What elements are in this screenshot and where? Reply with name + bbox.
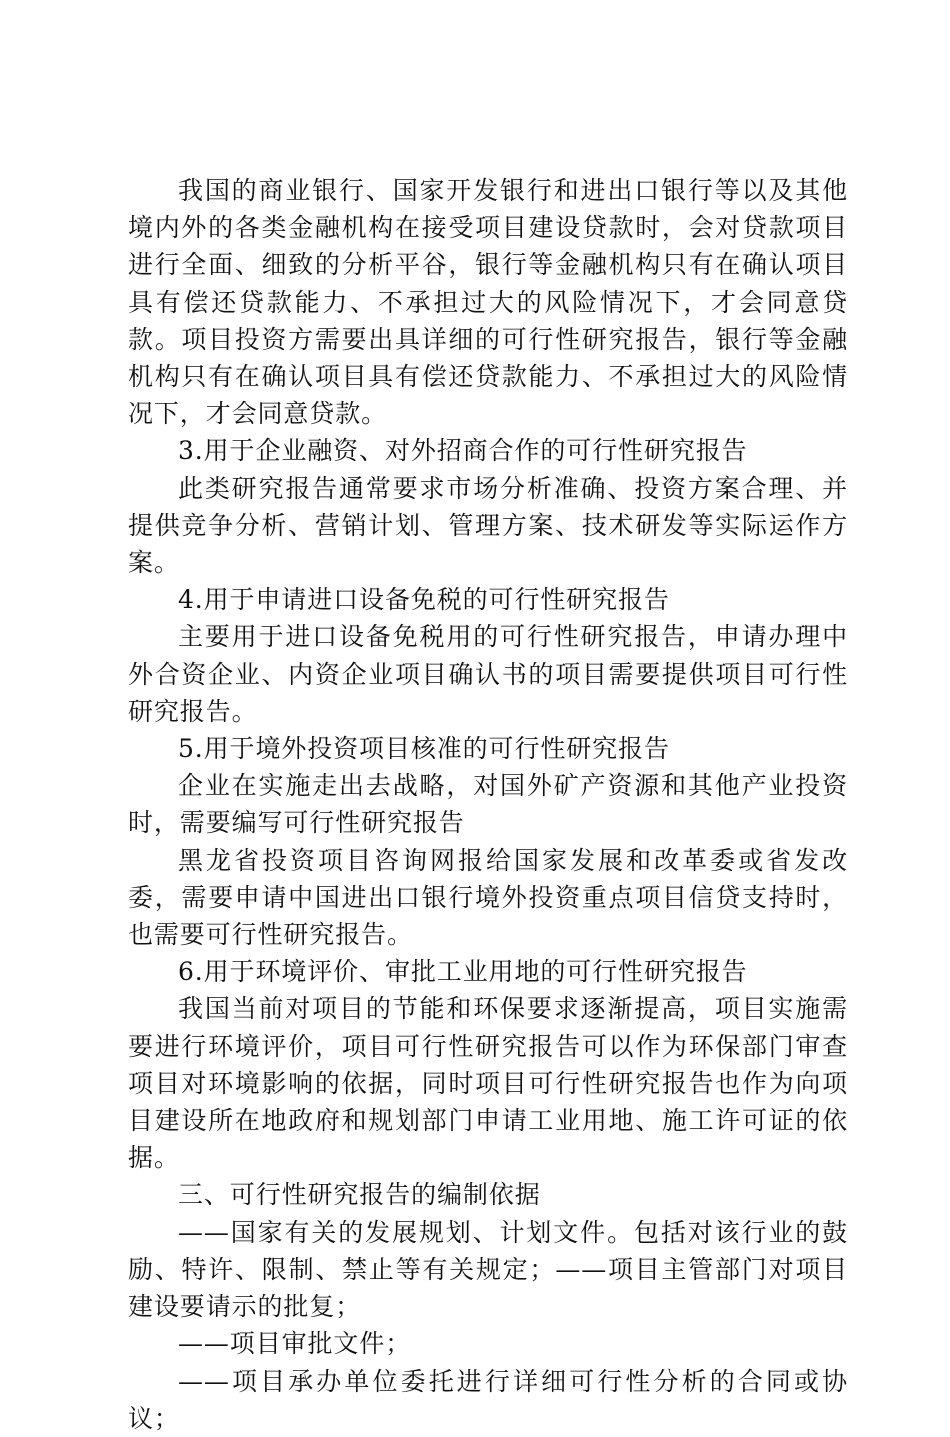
paragraph-financing-report: 此类研究报告通常要求市场分析准确、投资方案合理、并提供竞争分析、营销计划、管理方案、技术研发等实际运作方案。 xyxy=(128,473,848,578)
paragraph-import-tax-exemption: 主要用于进口设备免税用的可行性研究报告，申请办理中外合资企业、内资企业项目确认书的项目需要提供项目可行性研究报告。 xyxy=(128,622,848,726)
heading-environmental-assessment: 6.用于环境评价、审批工业用地的可行性研究报告 xyxy=(178,957,748,987)
list-item-contract-agreement: ——项目承办单位委托进行详细可行性分析的合同或协议； xyxy=(128,1366,848,1433)
paragraph-environmental-assessment: 我国当前对项目的节能和环保要求逐渐提高，项目实施需要进行环境评价，项目可行性研究报告可以作为环保部门审查项目对环境影响的依据，同时项目可行性研究报告也作为向项目建设所在地政府和规划部门申请工业用地、施工许可证的依据。 xyxy=(128,994,848,1173)
section-heading-preparation-basis: 三、可行性研究报告的编制依据 xyxy=(178,1180,541,1210)
list-item-approval-documents: ——项目审批文件； xyxy=(178,1329,412,1359)
heading-import-tax-exemption: 4.用于申请进口设备免税的可行性研究报告 xyxy=(178,585,670,615)
paragraph-bank-loans: 我国的商业银行、国家开发银行和进出口银行等以及其他境内外的各类金融机构在接受项目建设贷款时，会对贷款项目进行全面、细致的分析平谷，银行等金融机构只有在确认项目具有偿还贷款能力、不承担过大的风险情况下，才会同意贷款。项目投资方需要出具详细的可行性研究报告，银行等金融机构只有在确认项目具有偿还贷款能力、不承担过大的风险情况下，才会同意贷款。 xyxy=(128,176,848,429)
list-item-planning-documents: ——国家有关的发展规划、计划文件。包括对该行业的鼓励、特许、限制、禁止等有关规定；——项目主管部门对项目建设要请示的批复； xyxy=(128,1217,848,1322)
heading-overseas-investment: 5.用于境外投资项目核准的可行性研究报告 xyxy=(178,734,670,764)
paragraph-credit-support: 黑龙省投资项目咨询网报给国家发展和改革委或省发改委，需要申请中国进出口银行境外投资重点项目信贷支持时，也需要可行性研究报告。 xyxy=(128,845,848,950)
paragraph-overseas-investment: 企业在实施走出去战略，对国外矿产资源和其他产业投资时，需要编写可行性研究报告 xyxy=(128,771,848,838)
heading-financing-report: 3.用于企业融资、对外招商合作的可行性研究报告 xyxy=(178,436,748,466)
document-body xyxy=(128,172,848,1437)
